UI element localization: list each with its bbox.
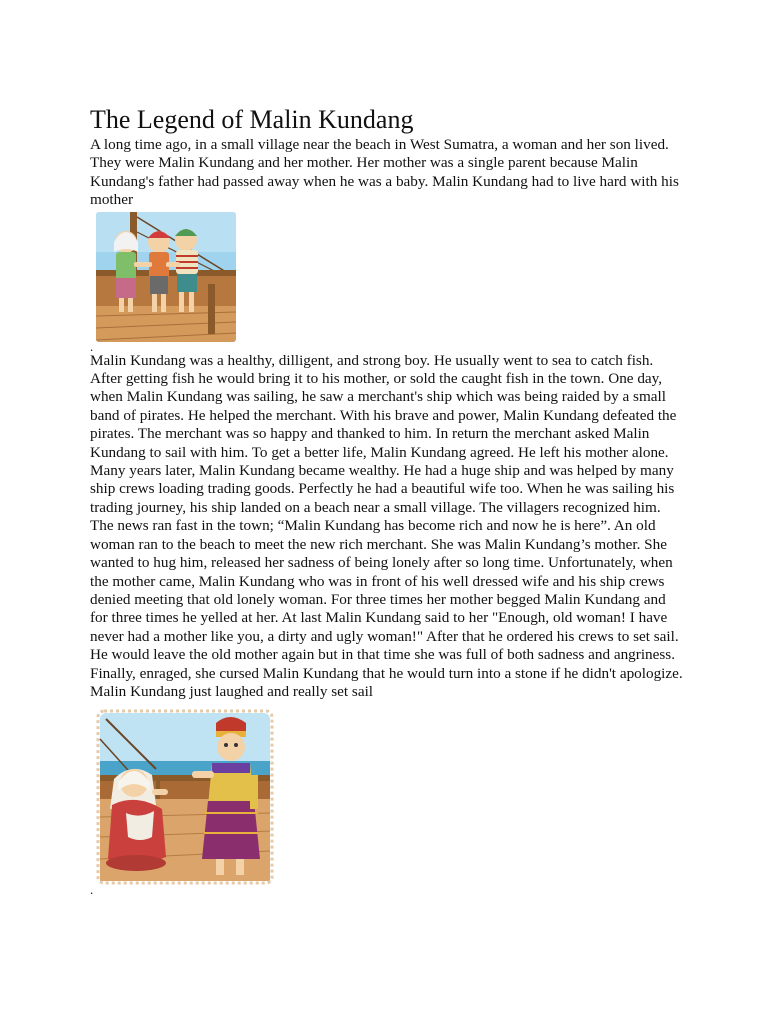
- paragraph-intro: A long time ago, in a small village near the beach in West Sumatra, a woman and her son lived. They were Malin Kundang and her mother. Her mother was a single parent because Malin Kundang's father had passed away when he was a baby. Malin Kundang had to live hard with his mother: [90, 136, 679, 209]
- page-title: The Legend of Malin Kundang: [90, 105, 414, 134]
- paragraph-story: Malin Kundang was a healthy, dilligent, and strong boy. He usually went to sea to catch fish. After getting fish he would bring it to his mother, or sold the caught fish in the town. One day, when Malin Kundang was sailing, he saw a merchant's ship which was being raided by a small band of pirates. He helped the merchant. With his brave and power, Malin Kundang defeated the pirates. The merchant was so happy and thanked to him. In return the merchant asked Malin Kundang to sail with him. To get a better life, Malin Kundang agreed. He left his mother alone. Many years later, Malin Kundang became wealthy. He had a huge ship and was helped by many ship crews loading trading goods. Perfectly he had a beautiful wife too. When he was sailing his trading journey, his ship landed on a beach near a small village. The villagers recognized him. The news ran fast in the town; “Malin Kundang has become rich and now he is here”. An old woman ran to the beach to meet the new rich merchant. She was Malin Kundang’s mother. She wanted to hug him, released her sadness of being lonely after so long time. Unfortunately, when the mother came, Malin Kundang who was in front of his well dressed wife and his ship crews denied meeting that old lonely woman. For three times her mother begged Malin Kundang and for three times he yelled at her. At last Malin Kundang said to her "Enough, old woman! I have never had a mother like you, a dirty and ugly woman!" After that he ordered his crews to set sail. He would leave the old mother again but in that time she was full of both sadness and angriness. Finally, enraged, she cursed Malin Kundang that he would turn into a stone if he didn't apologize. Malin Kundang just laughed and really set sail: [90, 351, 683, 700]
- illustration-children-on-deck: [96, 212, 236, 342]
- document-body: [90, 104, 686, 898]
- malin-and-mother-image: [96, 709, 274, 885]
- illustration-malin-and-mother: [96, 709, 274, 885]
- children-on-deck-image: [96, 212, 236, 342]
- separator-dot-2: .: [90, 882, 94, 898]
- separator-dot-1: .: [90, 338, 94, 354]
